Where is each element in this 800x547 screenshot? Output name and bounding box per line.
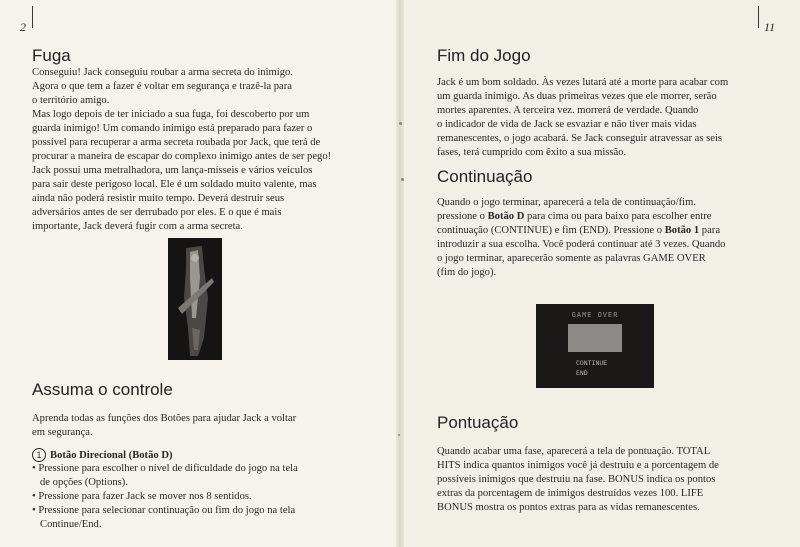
list-item: de opções (Options). bbox=[40, 477, 128, 488]
list-item: • Pressione para selecionar continuação ou fim do jogo na tela bbox=[32, 505, 296, 516]
section-body-fim-do-jogo bbox=[437, 76, 762, 160]
text-line: Jack possui uma metralhadora, um lança-mísseis e vários veículos bbox=[32, 165, 313, 176]
text-line: em segurança. bbox=[32, 427, 93, 438]
text-line: possível para recuperar a arma secreta roubada por Jack, que terá de bbox=[32, 137, 321, 148]
text-line: guarda inimigo! Um comando inimigo está preparado para fazer o bbox=[32, 123, 313, 134]
section-title-pontuacao: Pontuação bbox=[437, 413, 519, 432]
text-line: Conseguiu! Jack conseguiu roubar a arma secreta do inimigo. bbox=[32, 67, 293, 78]
list-item: Continue/End. bbox=[40, 519, 102, 530]
text-line: Quando o jogo terminar, aparecerá a tela de continuação/fim. bbox=[437, 197, 697, 208]
list-item: • Pressione para escolher o nível de dificuldade do jogo na tela bbox=[32, 463, 298, 474]
page-number-left: 2 bbox=[20, 20, 26, 34]
text-line: importante, Jack deverá fugir com a arma secreta. bbox=[32, 221, 243, 232]
section-body-pontuacao bbox=[437, 445, 762, 515]
text-line: fases, terá cumprido com êxito a sua missão. bbox=[437, 147, 627, 158]
section-body-fuga bbox=[32, 66, 362, 234]
botao-direcional-title: Botão Direcional (Botão D) bbox=[50, 449, 173, 461]
page-number-right: 11 bbox=[764, 20, 776, 34]
text-line: Quando acabar uma fase, aparecerá a tela de pontuação. TOTAL bbox=[437, 446, 711, 457]
screen-game-over-title: GAME OVER bbox=[571, 312, 619, 320]
text-line: possíveis inimigos que destruiu na fase. BONUS indica os pontos bbox=[437, 474, 716, 485]
text-line: ainda não poderá resistir muito tempo. Deverá destruir seus bbox=[32, 193, 285, 204]
text-line: Mas logo depois de ter iniciado a sua fuga, foi descoberto por um bbox=[32, 109, 310, 120]
text-line: mortes aparentes. A terceira vez. morrerá de verdade. Quando bbox=[437, 105, 699, 116]
paper-speck bbox=[399, 122, 402, 125]
text-line: o território amigo. bbox=[32, 95, 110, 106]
book-spine bbox=[396, 0, 404, 547]
number-1-badge: 1 bbox=[32, 448, 46, 462]
text-line: procurar a maneira de escapar do complexo inimigo antes de ser pego! bbox=[32, 151, 332, 162]
section-body-continuacao bbox=[437, 196, 762, 280]
text-line: pressione o Botão D para cima ou para baixo para escolher entre bbox=[437, 211, 712, 222]
game-over-screenshot bbox=[536, 304, 654, 388]
text-line: o jogo terminar, aparecerão somente as palavras GAME OVER bbox=[437, 253, 706, 264]
section-body-assuma bbox=[32, 412, 332, 440]
section-title-continuacao: Continuação bbox=[437, 167, 533, 186]
section-title-fim-do-jogo: Fim do Jogo bbox=[437, 46, 531, 65]
text-line: Jack é um bom soldado. Às vezes lutará até a morte para acabar com bbox=[437, 77, 729, 88]
text-line: um guarda inimigo. As duas primeiras vezes que ele morrer, serão bbox=[437, 91, 717, 102]
text-line: BONUS mostra os pontos extras para as vidas remanescentes. bbox=[437, 502, 700, 513]
paper-speck bbox=[401, 178, 404, 181]
corner-rule-right bbox=[758, 6, 759, 28]
screen-picture bbox=[568, 324, 622, 352]
botao-direcional-list bbox=[32, 462, 332, 532]
list-item: • Pressione para fazer Jack se mover nos 8 sentidos. bbox=[32, 491, 252, 502]
jack-with-weapon-image bbox=[168, 238, 222, 360]
text-line: (fim do jogo). bbox=[437, 267, 497, 278]
text-line: adversários antes de ser derrubado por eles. E o que é mais bbox=[32, 207, 282, 218]
text-line: HITS indica quantos inimigos você já destruiu e a porcentagem de bbox=[437, 460, 719, 471]
jack-figure-graphic bbox=[168, 238, 222, 360]
text-line: Aprenda todas as funções dos Botões para ajudar Jack a voltar bbox=[32, 413, 297, 424]
text-line: extras da porcentagem de inimigos destruídos vezes 100. LIFE bbox=[437, 488, 704, 499]
text-line: o indicador de vida de Jack se esvaziar e não tiver mais vidas bbox=[437, 119, 697, 130]
corner-rule-left bbox=[32, 6, 33, 28]
paper-speck bbox=[398, 434, 400, 436]
screen-option-continue: CONTINUE bbox=[576, 360, 608, 367]
text-line: remanescentes, o jogo acabará. Se Jack conseguir atravessar as seis bbox=[437, 133, 723, 144]
text-line: introduzir a sua escolha. Você poderá continuar até 3 vezes. Quando bbox=[437, 239, 726, 250]
section-title-fuga: Fuga bbox=[32, 46, 71, 65]
text-line: para sair deste perigoso local. Ele é um soldado muito valente, mas bbox=[32, 179, 317, 190]
text-line: continuação (CONTINUE) e fim (END). Pressione o Botão 1 para bbox=[437, 225, 721, 236]
text-line: Agora o que tem a fazer é voltar em segurança e trazê-la para bbox=[32, 81, 292, 92]
screen-option-end: END bbox=[576, 370, 588, 377]
botao-direcional-heading bbox=[32, 448, 173, 462]
section-title-assuma: Assuma o controle bbox=[32, 380, 173, 399]
